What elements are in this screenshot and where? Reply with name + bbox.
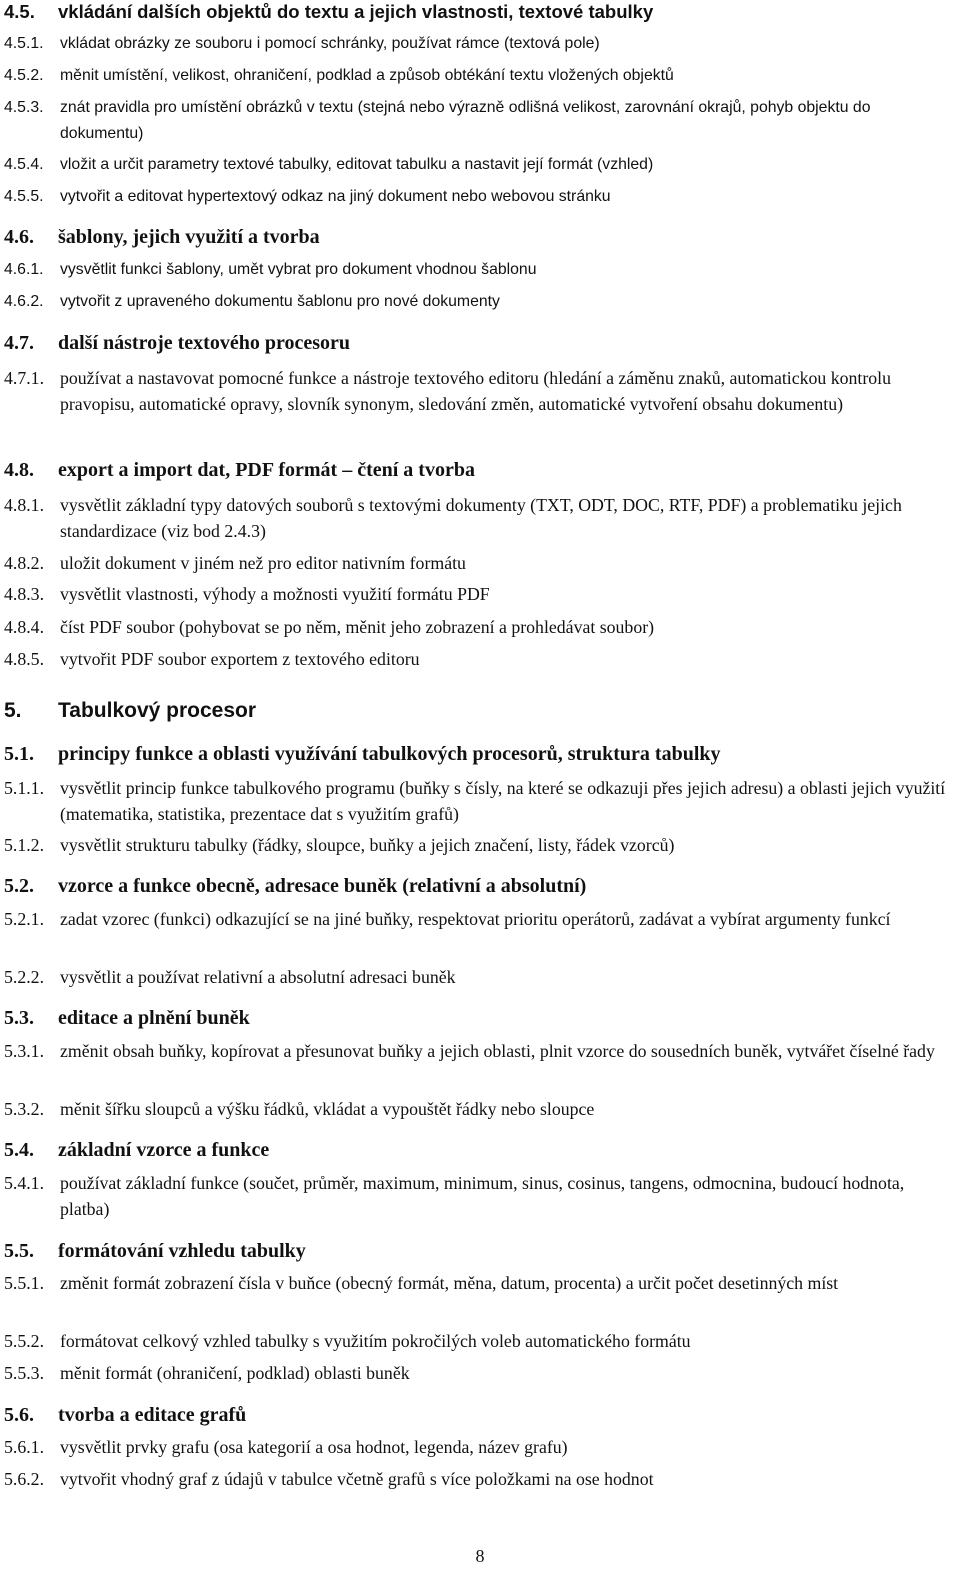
item-number: 5.2.1.: [4, 909, 45, 929]
outline-item: [4, 581, 954, 607]
item-number: 4.6.1.: [4, 261, 44, 278]
item-text: měnit formát (ohraničení, podklad) oblasti buněk: [60, 1363, 410, 1383]
item-text: vysvětlit prvky grafu (osa kategorií a osa hodnot, legenda, název grafu): [60, 1437, 568, 1457]
outline-item: [4, 63, 954, 89]
outline-item: [4, 1096, 954, 1122]
item-text: vytvořit z upraveného dokumentu šablonu pro nové dokumenty: [60, 293, 500, 310]
item-number: 5.5.3.: [4, 1363, 45, 1383]
item-text: vytvořit vhodný graf z údajů v tabulce včetně grafů s více položkami na ose hodnot: [60, 1469, 654, 1489]
section-heading: [4, 0, 954, 24]
section-number: 5.1.: [4, 743, 34, 765]
item-number: 4.8.4.: [4, 617, 45, 637]
item-number: 5.5.1.: [4, 1273, 45, 1293]
item-text: používat základní funkce (součet, průměr, maximum, minimum, sinus, cosinus, tangens, odmocnina, budoucí hodnota, platba): [60, 1173, 905, 1219]
section-number: 5.2.: [4, 875, 34, 897]
section-heading: [4, 874, 954, 898]
section-title: export a import dat, PDF formát – čtení a tvorba: [58, 459, 475, 481]
item-text: uložit dokument v jiném než pro editor nativním formátu: [60, 553, 466, 573]
outline-item: [4, 1170, 954, 1222]
section-title: tvorba a editace grafů: [58, 1404, 247, 1426]
item-text: vysvětlit strukturu tabulky (řádky, sloupce, buňky a jejich značení, listy, řádek vzorců): [60, 835, 675, 855]
section-number: 4.5.: [4, 1, 35, 22]
item-text: vysvětlit funkci šablony, umět vybrat pro dokument vhodnou šablonu: [60, 261, 537, 278]
section-heading: [4, 225, 954, 249]
outline-item: [4, 906, 954, 932]
item-number: 5.3.1.: [4, 1041, 45, 1061]
section-number: 4.7.: [4, 332, 34, 354]
item-text: vysvětlit a používat relativní a absolutní adresaci buněk: [60, 967, 456, 987]
item-number: 5.1.1.: [4, 778, 45, 798]
item-text: číst PDF soubor (pohybovat se po něm, měnit jeho zobrazení a prohledávat soubor): [60, 617, 655, 637]
item-text: změnit formát zobrazení čísla v buňce (obecný formát, měna, datum, procenta) a určit počet desetinných míst: [60, 1273, 839, 1293]
outline-item: [4, 550, 954, 576]
section-heading: [4, 742, 954, 766]
item-text: vložit a určit parametry textové tabulky, editovat tabulku a nastavit její formát (vzhled): [60, 156, 654, 173]
item-number: 5.6.2.: [4, 1469, 45, 1489]
item-number: 4.5.2.: [4, 67, 44, 84]
item-number: 5.3.2.: [4, 1099, 45, 1119]
outline-item: [4, 1328, 954, 1354]
outline-item: [4, 289, 954, 315]
item-text: vysvětlit vlastnosti, výhody a možnosti využití formátu PDF: [60, 584, 490, 604]
item-text: změnit obsah buňky, kopírovat a přesunovat buňky a jejich oblasti, plnit vzorce do sousedních buněk, vytvářet číselné řady: [60, 1041, 935, 1061]
outline-item: [4, 492, 954, 544]
section-title: Tabulkový procesor: [58, 699, 257, 722]
section-title: základní vzorce a funkce: [58, 1139, 270, 1161]
outline-item: [4, 365, 954, 417]
item-number: 5.5.2.: [4, 1331, 45, 1351]
outline-item: [4, 1038, 954, 1064]
section-heading: [4, 1239, 954, 1263]
section-number: 4.6.: [4, 226, 34, 248]
section-heading: [4, 1006, 954, 1030]
item-number: 4.5.4.: [4, 156, 44, 173]
item-number: 5.6.1.: [4, 1437, 45, 1457]
outline-item: [4, 1270, 954, 1296]
item-text: zadat vzorec (funkci) odkazující se na jiné buňky, respektovat prioritu operátorů, zadávat a vybírat argumenty funkcí: [60, 909, 891, 929]
outline-item: [4, 184, 954, 210]
item-number: 4.7.1.: [4, 368, 45, 388]
section-title: vzorce a funkce obecně, adresace buněk (relativní a absolutní): [58, 875, 587, 897]
section-title: vkládání dalších objektů do textu a jejich vlastnosti, textové tabulky: [58, 1, 654, 22]
section-number: 5.5.: [4, 1240, 34, 1262]
section-title: editace a plnění buněk: [58, 1007, 250, 1029]
outline-item: [4, 775, 954, 827]
section-title: šablony, jejich využití a tvorba: [58, 226, 320, 248]
outline-item: [4, 964, 954, 990]
item-number: 5.4.1.: [4, 1173, 45, 1193]
outline-item: [4, 614, 954, 640]
section-heading: [4, 1403, 954, 1427]
section-title: další nástroje textového procesoru: [58, 332, 351, 354]
item-number: 5.1.2.: [4, 835, 45, 855]
item-text: vytvořit PDF soubor exportem z textového editoru: [60, 649, 420, 669]
outline-item: [4, 646, 954, 672]
item-text: vysvětlit základní typy datových souborů s textovými dokumenty (TXT, ODT, DOC, RTF, PDF) a problematiku jejich standardizace (viz bod 2.4.3): [60, 495, 902, 541]
section-number: 5.: [4, 699, 22, 722]
section-heading: [4, 458, 954, 482]
outline-item: [4, 152, 954, 178]
item-number: 4.8.5.: [4, 649, 45, 669]
section-number: 5.3.: [4, 1007, 34, 1029]
section-heading: [4, 1138, 954, 1162]
section-number: 5.6.: [4, 1404, 34, 1426]
item-text: vkládat obrázky ze souboru i pomocí schránky, používat rámce (textová pole): [60, 35, 600, 52]
item-number: 4.8.2.: [4, 553, 45, 573]
outline-item: [4, 1360, 954, 1386]
section-heading: [4, 699, 954, 723]
outline-item: [4, 1466, 954, 1492]
section-number: 5.4.: [4, 1139, 34, 1161]
item-text: používat a nastavovat pomocné funkce a nástroje textového editoru (hledání a záměnu znaků, automatickou kontrolu pravopisu, automatické opravy, slovník synonym, sledování změn, automatické vytvoření obsahu dokumentu): [60, 368, 891, 414]
outline-item: [4, 1434, 954, 1460]
item-text: znát pravidla pro umístění obrázků v textu (stejná nebo výrazně odlišná velikost, zarovnání okrajů, pohyb objektu do dokumentu): [60, 99, 871, 142]
item-number: 4.5.3.: [4, 99, 44, 116]
item-number: 4.8.3.: [4, 584, 45, 604]
item-text: měnit šířku sloupců a výšku řádků, vkládat a vypouštět řádky nebo sloupce: [60, 1099, 595, 1119]
item-number: 4.8.1.: [4, 495, 45, 515]
item-number: 4.5.5.: [4, 188, 44, 205]
item-number: 5.2.2.: [4, 967, 45, 987]
page-number: 8: [475, 1546, 485, 1566]
item-text: vytvořit a editovat hypertextový odkaz na jiný dokument nebo webovou stránku: [60, 188, 611, 205]
section-number: 4.8.: [4, 459, 34, 481]
section-heading: [4, 331, 954, 355]
outline-item: [4, 832, 954, 858]
section-title: principy funkce a oblasti využívání tabulkových procesorů, struktura tabulky: [58, 743, 721, 765]
item-number: 4.5.1.: [4, 35, 44, 52]
outline-item: [4, 95, 954, 147]
item-number: 4.6.2.: [4, 293, 44, 310]
outline-item: [4, 257, 954, 283]
item-text: vysvětlit princip funkce tabulkového programu (buňky s čísly, na které se odkazuji přes jejich adresu) a oblasti jejich využití (matematika, statistika, prezentace dat s využitím grafů): [60, 778, 946, 824]
item-text: měnit umístění, velikost, ohraničení, podklad a způsob obtékání textu vložených objektů: [60, 67, 674, 84]
section-title: formátování vzhledu tabulky: [58, 1240, 306, 1262]
outline-item: [4, 31, 954, 57]
item-text: formátovat celkový vzhled tabulky s využitím pokročilých voleb automatického formátu: [60, 1331, 691, 1351]
